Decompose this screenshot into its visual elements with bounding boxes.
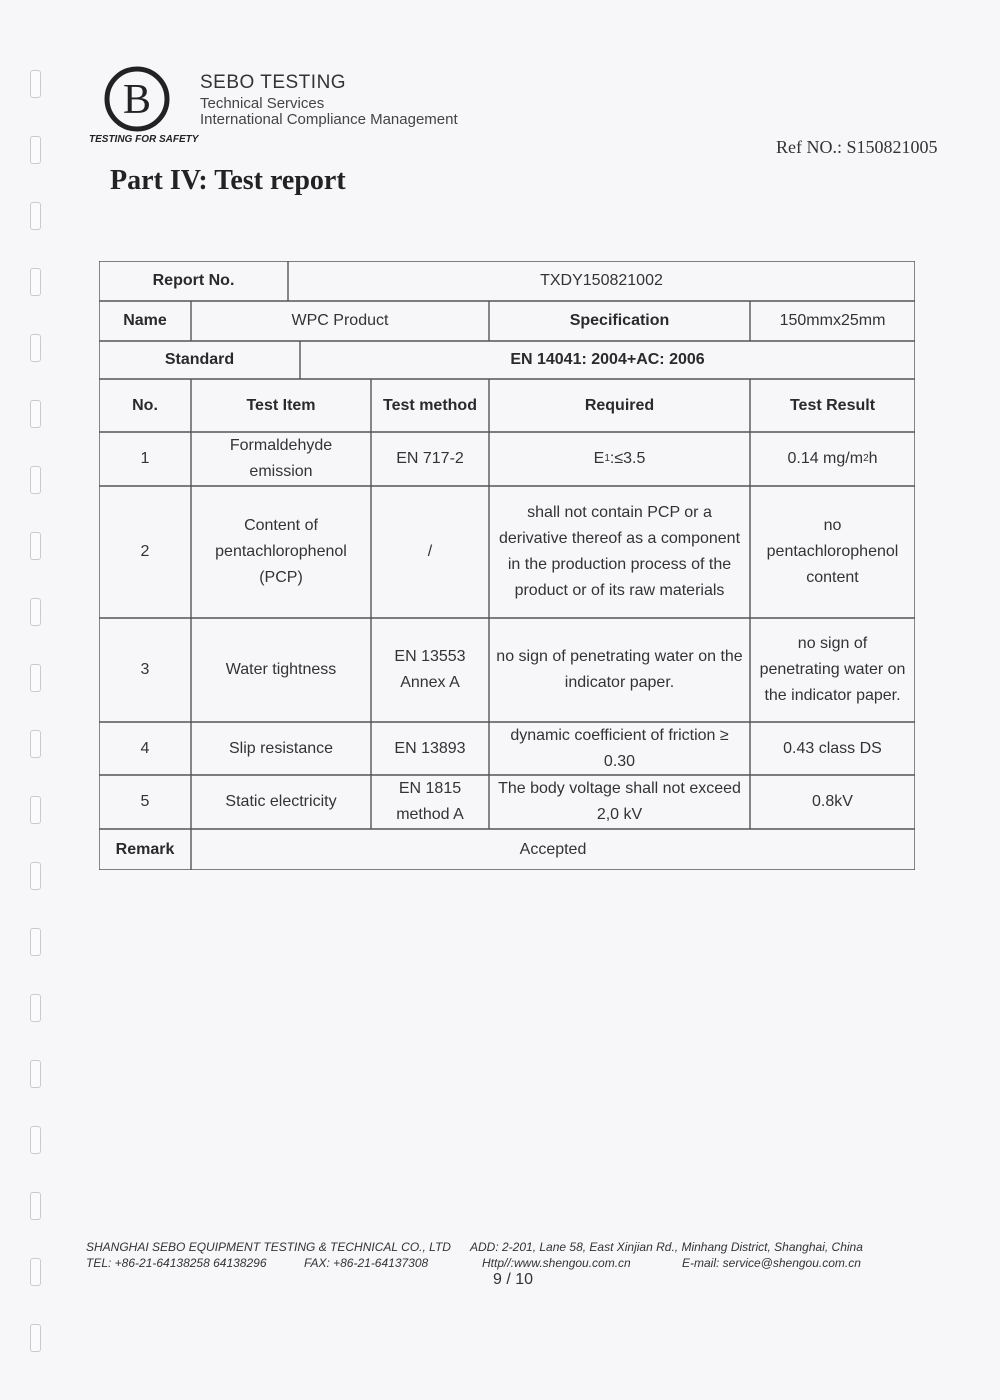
binder-hole xyxy=(30,1192,41,1220)
report-no-label: Report No. xyxy=(152,272,235,289)
result-unit-suffix: h xyxy=(868,450,878,467)
binder-hole xyxy=(30,796,41,824)
brand-subtitle-1: Technical Services xyxy=(200,95,325,112)
column-header-test-item: Test Item xyxy=(246,396,316,414)
row-1-test-item: Formaldehyde emission xyxy=(229,437,333,480)
binder-hole xyxy=(30,1258,41,1286)
footer-telephone: TEL: +86-21-64138258 64138296 xyxy=(86,1256,267,1270)
row-1-test-result xyxy=(750,432,915,486)
column-header-test-method: Test method xyxy=(383,396,477,414)
binder-hole xyxy=(30,928,41,956)
column-header-required: Required xyxy=(584,396,655,414)
row-3-required: no sign of penetrating water on the indicator paper. xyxy=(496,648,743,691)
row-4-no: 4 xyxy=(140,739,150,757)
report-no-value: TXDY150821002 xyxy=(540,272,663,289)
required-symbol: E xyxy=(593,450,605,467)
brand-tagline: TESTING FOR SAFETY xyxy=(89,134,199,145)
row-2-required: shall not contain PCP or a derivative thereof as a component in the production process of the product or of its raw materials xyxy=(498,504,741,599)
binder-hole xyxy=(30,466,41,494)
specification-label: Specification xyxy=(569,312,670,329)
brand-name: SEBO TESTING xyxy=(200,72,347,93)
row-2-test-method: / xyxy=(427,543,433,560)
remark-label: Remark xyxy=(115,840,175,858)
binder-hole xyxy=(30,70,41,98)
binder-hole xyxy=(30,1324,41,1352)
column-header-no: No. xyxy=(132,396,158,414)
binder-hole xyxy=(30,202,41,230)
required-limit: :≤3.5 xyxy=(609,450,646,467)
binder-hole xyxy=(30,730,41,758)
row-4-test-method: EN 13893 xyxy=(394,739,466,757)
sebo-logo-icon xyxy=(104,66,170,132)
row-5-test-result: 0.8kV xyxy=(812,793,853,810)
footer-address: ADD: 2-201, Lane 58, East Xinjian Rd., Minhang District, Shanghai, China xyxy=(470,1240,863,1254)
row-2-test-result: no pentachlorophenol content xyxy=(766,517,899,586)
name-value: WPC Product xyxy=(291,312,389,329)
footer-email: E-mail: service@shengou.com.cn xyxy=(682,1256,861,1270)
row-4-required: dynamic coefficient of friction ≥ 0.30 xyxy=(510,726,729,770)
row-1-no: 1 xyxy=(140,450,150,467)
standard-value: EN 14041: 2004+AC: 2006 xyxy=(510,351,705,368)
row-3-test-item: Water tightness xyxy=(225,661,337,678)
row-1-test-method: EN 717-2 xyxy=(396,450,464,467)
row-5-test-item: Static electricity xyxy=(225,793,337,810)
remark-value: Accepted xyxy=(519,840,587,858)
binder-hole xyxy=(30,664,41,692)
column-header-test-result: Test Result xyxy=(789,396,876,414)
row-3-test-result: no sign of penetrating water on the indicator paper. xyxy=(759,635,906,704)
binder-holes xyxy=(30,10,42,1390)
name-label: Name xyxy=(123,312,167,329)
footer-fax: FAX: +86-21-64137308 xyxy=(304,1256,429,1270)
binder-hole xyxy=(30,862,41,890)
row-5-test-method: EN 1815 method A xyxy=(396,780,464,823)
page-title: Part IV: Test report xyxy=(110,165,346,196)
footer-website: Http//:www.shengou.com.cn xyxy=(482,1256,631,1270)
test-report-table xyxy=(99,261,915,870)
binder-hole xyxy=(30,598,41,626)
row-2-no: 2 xyxy=(140,543,150,560)
standard-label: Standard xyxy=(164,351,235,368)
row-5-required: The body voltage shall not exceed 2,0 kV xyxy=(498,780,741,823)
row-1-required xyxy=(489,432,750,486)
row-3-no: 3 xyxy=(140,661,150,678)
result-superscript: 2 xyxy=(863,453,869,464)
page-number: 9 / 10 xyxy=(493,1271,534,1288)
binder-hole xyxy=(30,532,41,560)
binder-hole xyxy=(30,334,41,362)
result-value: 0.14 mg/m xyxy=(787,450,864,467)
binder-hole xyxy=(30,400,41,428)
binder-hole xyxy=(30,994,41,1022)
logo-letter: B xyxy=(122,77,152,123)
binder-hole xyxy=(30,1126,41,1154)
row-4-test-result: 0.43 class DS xyxy=(783,739,882,757)
row-3-test-method: EN 13553 Annex A xyxy=(394,648,466,691)
binder-hole xyxy=(30,268,41,296)
reference-number: Ref NO.: S150821005 xyxy=(776,137,938,157)
row-4-test-item: Slip resistance xyxy=(228,739,334,757)
specification-value: 150mmx25mm xyxy=(779,312,886,329)
brand-subtitle-2: International Compliance Management xyxy=(200,111,458,128)
row-2-test-item: Content of pentachlorophenol (PCP) xyxy=(215,517,347,586)
required-subscript: 1 xyxy=(604,453,610,464)
binder-hole xyxy=(30,1060,41,1088)
footer-company: SHANGHAI SEBO EQUIPMENT TESTING & TECHNICAL CO., LTD xyxy=(86,1240,451,1254)
row-5-no: 5 xyxy=(140,793,150,810)
binder-hole xyxy=(30,136,41,164)
